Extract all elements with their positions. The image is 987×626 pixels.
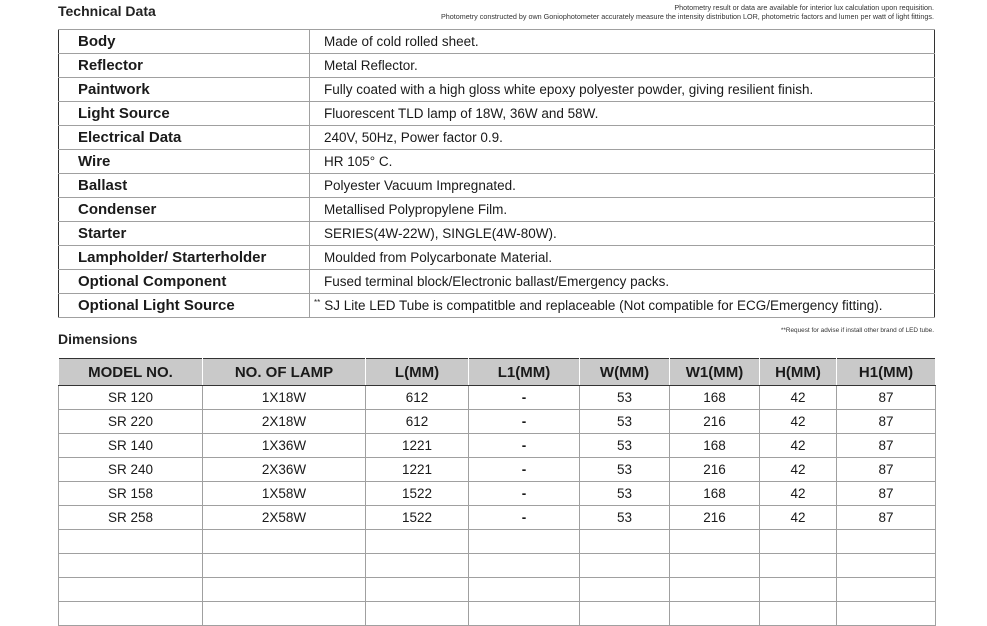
spec-value: [310, 54, 935, 78]
photometry-note-1: Photometry result or data are available for interior lux calculation upon requisition.: [674, 3, 934, 12]
dimension-cell: 87: [837, 386, 936, 410]
empty-cell: [203, 602, 366, 626]
spec-label: Electrical Data: [59, 126, 310, 150]
dimension-cell: 612: [366, 410, 469, 434]
dimension-cell: 1522: [366, 482, 469, 506]
dimension-row: [59, 506, 936, 530]
spec-label: Optional Light Source: [59, 294, 310, 318]
dimension-header-cell: H(MM): [760, 359, 837, 386]
empty-cell: [670, 602, 760, 626]
spec-label: Paintwork: [59, 78, 310, 102]
footnote-marker: **: [314, 298, 321, 307]
dimension-cell: 1X58W: [203, 482, 366, 506]
dimension-cell: 53: [580, 482, 670, 506]
empty-cell: [203, 554, 366, 578]
dimension-cell: 53: [580, 506, 670, 530]
dimension-cell: -: [469, 482, 580, 506]
empty-cell: [670, 554, 760, 578]
empty-cell: [366, 554, 469, 578]
spec-row: [59, 174, 935, 198]
dimension-cell: SR 258: [59, 506, 203, 530]
dimension-header-cell: L(MM): [366, 359, 469, 386]
empty-cell: [59, 578, 203, 602]
empty-row: [59, 554, 936, 578]
spec-label: Condenser: [59, 198, 310, 222]
dimension-cell: -: [469, 386, 580, 410]
dimension-cell: 42: [760, 458, 837, 482]
dimension-cell: 53: [580, 434, 670, 458]
empty-cell: [580, 554, 670, 578]
dimension-cell: 612: [366, 386, 469, 410]
dimension-header-cell: MODEL NO.: [59, 359, 203, 386]
spec-label: Optional Component: [59, 270, 310, 294]
empty-cell: [366, 602, 469, 626]
spec-value: [310, 198, 935, 222]
empty-cell: [469, 554, 580, 578]
dimension-cell: 2X18W: [203, 410, 366, 434]
spec-value: [310, 78, 935, 102]
spec-label: Starter: [59, 222, 310, 246]
dimension-cell: 1X36W: [203, 434, 366, 458]
dimension-cell: 42: [760, 410, 837, 434]
spec-value-text: Fluorescent TLD lamp of 18W, 36W and 58W.: [324, 106, 599, 121]
dimension-cell: 42: [760, 482, 837, 506]
dimension-cell: 216: [670, 506, 760, 530]
dimension-cell: 168: [670, 482, 760, 506]
dimension-cell: 168: [670, 386, 760, 410]
dimensions-table: [58, 358, 936, 626]
dimension-cell: 168: [670, 434, 760, 458]
spec-label: Wire: [59, 150, 310, 174]
empty-cell: [59, 602, 203, 626]
spec-value-text: Polyester Vacuum Impregnated.: [324, 178, 516, 193]
spec-value: [310, 222, 935, 246]
spec-row: [59, 150, 935, 174]
empty-cell: [203, 530, 366, 554]
dimension-cell: 42: [760, 506, 837, 530]
dimension-cell: 2X36W: [203, 458, 366, 482]
empty-cell: [837, 578, 936, 602]
dimension-header-cell: H1(MM): [837, 359, 936, 386]
dimension-cell: 1221: [366, 434, 469, 458]
dimension-cell: -: [469, 506, 580, 530]
dimension-cell: SR 220: [59, 410, 203, 434]
empty-cell: [469, 578, 580, 602]
photometry-note-2: Photometry constructed by own Goniophotometer accurately measure the intensity distribution LOR, photometric factors and lumen per watt of light fittings.: [441, 12, 934, 21]
spec-value-text: 240V, 50Hz, Power factor 0.9.: [324, 130, 503, 145]
spec-row: [59, 222, 935, 246]
spec-value: [310, 126, 935, 150]
empty-cell: [59, 530, 203, 554]
empty-cell: [469, 530, 580, 554]
spec-value-text: SERIES(4W-22W), SINGLE(4W-80W).: [324, 226, 557, 241]
empty-cell: [366, 530, 469, 554]
spec-row: [59, 294, 935, 318]
dimension-cell: 53: [580, 458, 670, 482]
dimension-cell: 53: [580, 410, 670, 434]
dimension-cell: 42: [760, 434, 837, 458]
spec-row: [59, 270, 935, 294]
photometry-notes: [441, 3, 934, 21]
spec-row: [59, 246, 935, 270]
spec-value: [310, 30, 935, 54]
empty-cell: [670, 530, 760, 554]
spec-value-text: Metal Reflector.: [324, 58, 418, 73]
dimension-cell: -: [469, 458, 580, 482]
dimension-cell: -: [469, 434, 580, 458]
dimension-cell: 42: [760, 386, 837, 410]
empty-cell: [837, 530, 936, 554]
dimension-cell: 87: [837, 458, 936, 482]
spec-value: [310, 270, 935, 294]
spec-label: Body: [59, 30, 310, 54]
led-request-note: **Request for advise if install other brand of LED tube.: [780, 327, 934, 334]
spec-value: [310, 150, 935, 174]
spec-value-text: SJ Lite LED Tube is compatitble and replaceable (Not compatible for ECG/Emergency fitting).: [324, 298, 883, 313]
spec-row: [59, 102, 935, 126]
dimension-cell: 53: [580, 386, 670, 410]
spec-value-text: Metallised Polypropylene Film.: [324, 202, 508, 217]
dimension-row: [59, 410, 936, 434]
spec-value-text: Fully coated with a high gloss white epoxy polyester powder, giving resilient finish.: [324, 82, 814, 97]
dimension-cell: 87: [837, 506, 936, 530]
empty-cell: [760, 602, 837, 626]
spec-value: [310, 246, 935, 270]
empty-cell: [760, 530, 837, 554]
spec-value-text: Made of cold rolled sheet.: [324, 34, 479, 49]
empty-cell: [760, 554, 837, 578]
dimension-header-cell: L1(MM): [469, 359, 580, 386]
empty-cell: [580, 578, 670, 602]
spec-label: Lampholder/ Starterholder: [59, 246, 310, 270]
technical-data-title: Technical Data: [58, 3, 156, 19]
dimension-cell: 87: [837, 482, 936, 506]
spec-label: Reflector: [59, 54, 310, 78]
spec-value: [310, 102, 935, 126]
spec-value-text: Fused terminal block/Electronic ballast/Emergency packs.: [324, 274, 670, 289]
dimension-header-cell: NO. OF LAMP: [203, 359, 366, 386]
empty-cell: [760, 578, 837, 602]
technical-data-table: [58, 29, 935, 318]
dimension-cell: SR 120: [59, 386, 203, 410]
spec-row: [59, 54, 935, 78]
dimension-header-cell: W(MM): [580, 359, 670, 386]
dimension-cell: 216: [670, 410, 760, 434]
spec-label: Light Source: [59, 102, 310, 126]
dimension-header-cell: W1(MM): [670, 359, 760, 386]
spec-row: [59, 30, 935, 54]
empty-cell: [59, 554, 203, 578]
dimension-cell: 2X58W: [203, 506, 366, 530]
dimension-cell: 87: [837, 410, 936, 434]
dimension-cell: SR 240: [59, 458, 203, 482]
dimension-row: [59, 386, 936, 410]
dimension-cell: 1522: [366, 506, 469, 530]
dimension-row: [59, 482, 936, 506]
dimension-cell: SR 158: [59, 482, 203, 506]
dimension-cell: 1X18W: [203, 386, 366, 410]
dimension-row: [59, 458, 936, 482]
dimension-cell: 216: [670, 458, 760, 482]
dimensions-title: Dimensions: [58, 331, 138, 347]
spec-value-text: HR 105° C.: [324, 154, 393, 169]
spec-row: [59, 198, 935, 222]
empty-cell: [670, 578, 760, 602]
dimension-cell: SR 140: [59, 434, 203, 458]
empty-cell: [837, 602, 936, 626]
spec-value: [310, 294, 935, 318]
empty-row: [59, 602, 936, 626]
spec-value-text: Moulded from Polycarbonate Material.: [324, 250, 553, 265]
spec-row: [59, 78, 935, 102]
dimension-row: [59, 434, 936, 458]
spec-row: [59, 126, 935, 150]
empty-row: [59, 578, 936, 602]
dimension-cell: -: [469, 410, 580, 434]
dimension-cell: 1221: [366, 458, 469, 482]
empty-cell: [580, 602, 670, 626]
dimensions-header-row: [59, 359, 936, 386]
empty-row: [59, 530, 936, 554]
empty-cell: [203, 578, 366, 602]
dimension-cell: 87: [837, 434, 936, 458]
spec-value: [310, 174, 935, 198]
spec-label: Ballast: [59, 174, 310, 198]
empty-cell: [837, 554, 936, 578]
empty-cell: [366, 578, 469, 602]
empty-cell: [580, 530, 670, 554]
empty-cell: [469, 602, 580, 626]
